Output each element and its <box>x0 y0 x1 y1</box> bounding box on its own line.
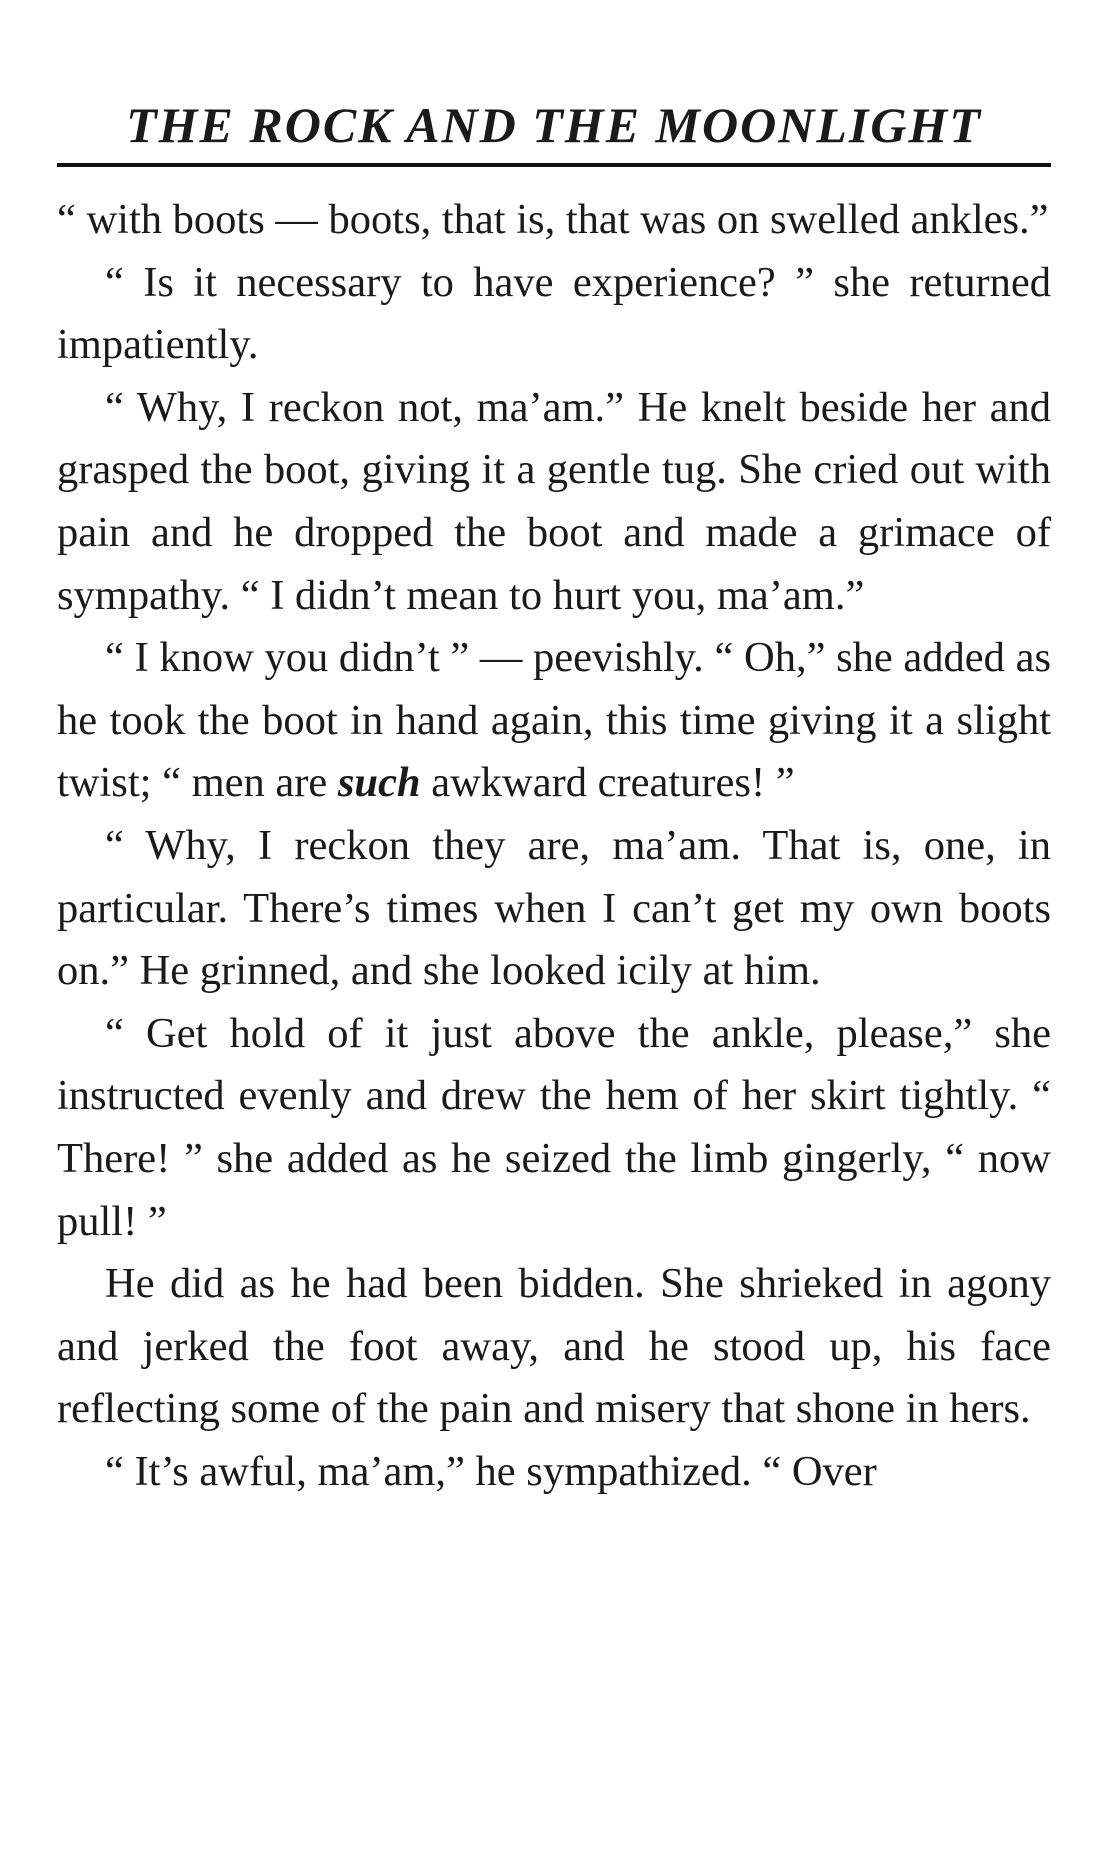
paragraph-8: “ It’s awful, ma’am,” he sympathized. “ Over <box>105 1447 877 1495</box>
paragraph-7: He did as he had been bidden. She shrieked in agony and jerked the foot away, and he stood up, his face reflecting some of the pain and misery that shone in hers. <box>57 1260 1051 1433</box>
paragraph-1: “ with boots — boots, that is, that was on swelled ankles.” <box>57 196 1049 243</box>
paragraph-3: “ Why, I reckon not, ma’am.” He knelt beside her and grasped the boot, giving it a gentle tug. She cried out with pain and he dropped the boot and made a grimace of sympathy. “ I didn’t mean to hurt you, ma’am.” <box>57 383 1051 619</box>
paragraph-4-after: awkward creatures! ” <box>420 759 795 807</box>
book-page <box>57 95 1051 1503</box>
paragraph-6: “ Get hold of it just above the ankle, please,” she instructed evenly and drew the hem of her skirt tightly. “ There! ” she added as he seized the limb gingerly, “ now pull! ” <box>57 1009 1051 1245</box>
body-text <box>57 189 1051 1503</box>
paragraph-4 <box>57 627 1051 815</box>
header-rule <box>57 163 1051 167</box>
paragraph-5: “ Why, I reckon they are, ma’am. That is, one, in particular. There’s times when I can’t get my own boots on.” He grinned, and she looked icily at him. <box>57 821 1051 995</box>
paragraph-2: “ Is it necessary to have experience? ” she returned impatiently. <box>57 258 1051 369</box>
running-head: THE ROCK AND THE MOONLIGHT <box>126 97 982 153</box>
emphasized-word: such <box>337 759 421 807</box>
paragraph-4-before: “ I know you didn’t ” — peevishly. “ Oh,” she added as he took the boot in hand again, this time giving it a slight twist; “ men are <box>57 634 1051 807</box>
